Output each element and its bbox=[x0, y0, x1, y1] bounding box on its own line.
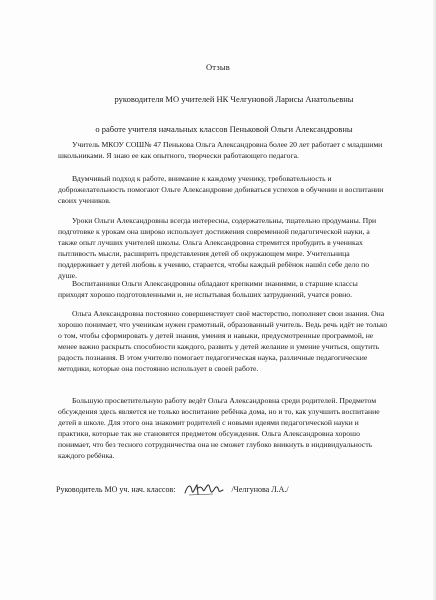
paragraph-parents bbox=[58, 396, 388, 461]
paragraph-text: Уроки Ольги Александровны всегда интересны, содержательны, тщательно продуманы. При подготовке к урокам она широко использует достижения современной педагогической науки, а также опыт лучших учителей школы. Ольга Александровна стремится пробудить в учениках пытливость мысли, расширить представления детей об окружающем мире. Учительница поддерживает у детей любовь к учению, старается, чтобы каждый ребёнок нашёл себе дело по душе. bbox=[58, 216, 377, 280]
paragraph-text: Ольга Александровна постоянно совершенствует своё мастерство, пополняет свои знания. Она хорошо понимает, что ученикам нужен грамотный, образованный учитель. Ведь речь идёт не только о том, чтобы сформировать у детей знания, умения и навыки, предусмотренные программой, не менее важно раскрыть способности каждого, развить у детей желание и умение учиться, ощутить радость познания. В этом учителю помогает педагогическая наука, различные педагогические методики, которые она постоянно использует в своей работе. bbox=[58, 309, 388, 373]
paragraph-mastery bbox=[58, 309, 388, 374]
paragraph-text: Вдумчивый подход к работе, внимание к каждому ученику, требовательность и доброжелательность помогают Ольге Александровне добиваться успехов в обучении и воспитании своих учеников. bbox=[58, 174, 384, 205]
paragraph-intro bbox=[58, 140, 388, 162]
handwritten-signature bbox=[183, 481, 225, 499]
signature-block bbox=[56, 481, 396, 499]
paragraph-approach bbox=[58, 174, 388, 207]
author-line: руководителя МО учителей НК Челгуновой Ларисы Анатольевны bbox=[114, 94, 354, 104]
document-title: Отзыв bbox=[205, 62, 231, 72]
paragraph-text: Воспитанники Ольги Александровны обладают крепкими знаниями, в старшие классы приходят хорошо подготовленными и, не испытывая больших затруднений, учатся ровно. bbox=[58, 279, 358, 299]
paragraph-students bbox=[58, 279, 388, 301]
signature-label: Руководитель МО уч. нач. классов: bbox=[56, 484, 176, 494]
paragraph-text: Учитель МКОУ СОШ№ 47 Пенькова Ольга Александровна более 20 лет работает с младшими школьниками. Я знаю ее как опытного, творчески работающего педагога. bbox=[58, 140, 383, 160]
signer-name: /Челгунова Л.А./ bbox=[231, 484, 289, 494]
paragraph-lessons bbox=[58, 216, 388, 281]
subject-line: о работе учителя начальных классов Пеньковой Ольги Александровны bbox=[95, 124, 353, 134]
paragraph-text: Большую просветительную работу ведёт Ольга Александровна среди родителей. Предметом обсуждения здесь является не только воспитание ребёнка дома, но и то, как улучшить воспитание детей в школе. Для этого она знакомит родителей с новыми идеями педагогической науки и практики, которые так же становятся предметом обсуждения. Ольга Александровна хорошо понимает, что без тесного сотрудничества она не сможет глубоко вникнуть в индивидуальность каждого ребёнка. bbox=[58, 396, 380, 460]
